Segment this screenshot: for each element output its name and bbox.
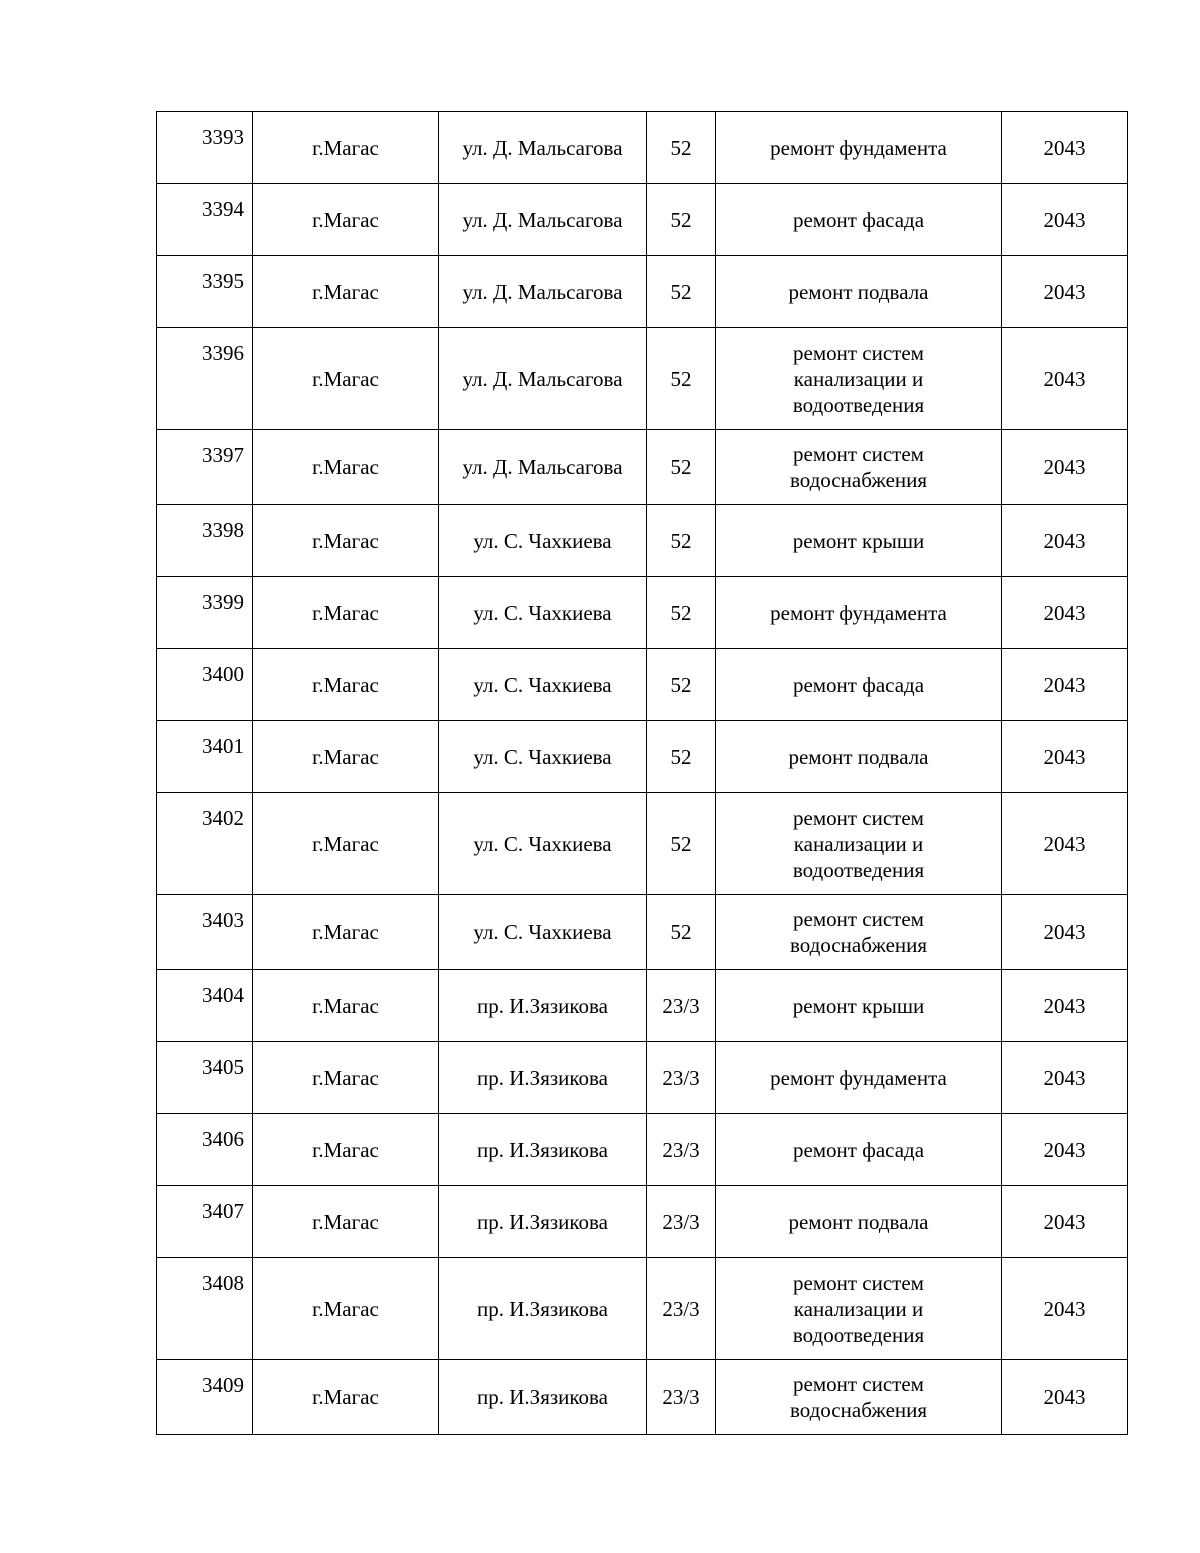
work-type-line: водоотведения xyxy=(792,857,925,882)
city-cell: г.Магас xyxy=(253,649,439,721)
house-number-cell: 52 xyxy=(647,430,716,505)
house-number-cell: 52 xyxy=(647,184,716,256)
work-type-cell xyxy=(716,328,1002,430)
house-number-cell: 52 xyxy=(647,505,716,577)
row-number-cell: 3400 xyxy=(157,649,253,721)
work-type-line: ремонт подвала xyxy=(788,279,929,304)
work-type-line: ремонт фундамента xyxy=(770,600,947,625)
work-type-line: ремонт фасада xyxy=(792,672,925,697)
table-row xyxy=(157,1186,1128,1258)
city-cell: г.Магас xyxy=(253,721,439,793)
work-type-line: канализации и xyxy=(793,831,924,856)
year-cell: 2043 xyxy=(1002,649,1128,721)
house-number-cell: 23/3 xyxy=(647,1186,716,1258)
table-row xyxy=(157,895,1128,970)
table-row xyxy=(157,649,1128,721)
row-number-cell: 3395 xyxy=(157,256,253,328)
street-cell: ул. С. Чахкиева xyxy=(439,505,647,577)
row-number-cell: 3398 xyxy=(157,505,253,577)
row-number-cell: 3399 xyxy=(157,577,253,649)
house-number-cell: 52 xyxy=(647,721,716,793)
city-cell: г.Магас xyxy=(253,577,439,649)
city-cell: г.Магас xyxy=(253,184,439,256)
work-type-line: ремонт подвала xyxy=(788,1209,929,1234)
year-cell: 2043 xyxy=(1002,328,1128,430)
table-row xyxy=(157,970,1128,1042)
city-cell: г.Магас xyxy=(253,1360,439,1435)
house-number-cell: 52 xyxy=(647,895,716,970)
work-type-line: водоотведения xyxy=(792,392,925,417)
work-type-cell xyxy=(716,970,1002,1042)
table-body xyxy=(157,112,1128,1435)
work-type-cell xyxy=(716,1042,1002,1114)
house-number-cell: 23/3 xyxy=(647,1114,716,1186)
city-cell: г.Магас xyxy=(253,505,439,577)
table-row xyxy=(157,793,1128,895)
work-type-line: ремонт подвала xyxy=(788,744,929,769)
work-type-line: ремонт фасада xyxy=(792,207,925,232)
table-row xyxy=(157,1258,1128,1360)
house-number-cell: 52 xyxy=(647,649,716,721)
table-row xyxy=(157,721,1128,793)
table-row xyxy=(157,505,1128,577)
table-row xyxy=(157,112,1128,184)
city-cell: г.Магас xyxy=(253,895,439,970)
row-number-cell: 3402 xyxy=(157,793,253,895)
row-number-cell: 3405 xyxy=(157,1042,253,1114)
table-row xyxy=(157,577,1128,649)
work-type-cell xyxy=(716,1186,1002,1258)
row-number-cell: 3406 xyxy=(157,1114,253,1186)
work-type-cell xyxy=(716,649,1002,721)
city-cell: г.Магас xyxy=(253,1042,439,1114)
row-number-cell: 3403 xyxy=(157,895,253,970)
row-number-cell: 3397 xyxy=(157,430,253,505)
house-number-cell: 52 xyxy=(647,577,716,649)
work-type-line: ремонт систем xyxy=(793,907,924,931)
work-type-line: ремонт фасада xyxy=(792,1137,925,1162)
street-cell: ул. Д. Мальсагова xyxy=(439,256,647,328)
work-type-line: канализации и xyxy=(793,366,924,391)
year-cell: 2043 xyxy=(1002,1186,1128,1258)
work-type-cell xyxy=(716,256,1002,328)
house-number-cell: 52 xyxy=(647,328,716,430)
table-row xyxy=(157,1360,1128,1435)
city-cell: г.Магас xyxy=(253,328,439,430)
table-row xyxy=(157,328,1128,430)
street-cell: пр. И.Зязикова xyxy=(439,1186,647,1258)
work-type-line: ремонт крыши xyxy=(792,528,925,553)
year-cell: 2043 xyxy=(1002,184,1128,256)
work-type-cell xyxy=(716,1258,1002,1360)
house-number-cell: 52 xyxy=(647,112,716,184)
city-cell: г.Магас xyxy=(253,970,439,1042)
table-row xyxy=(157,1114,1128,1186)
row-number-cell: 3404 xyxy=(157,970,253,1042)
work-type-line: ремонт фундамента xyxy=(770,135,947,160)
street-cell: ул. Д. Мальсагова xyxy=(439,184,647,256)
row-number-cell: 3408 xyxy=(157,1258,253,1360)
row-number-cell: 3393 xyxy=(157,112,253,184)
city-cell: г.Магас xyxy=(253,1114,439,1186)
year-cell: 2043 xyxy=(1002,256,1128,328)
row-number-cell: 3396 xyxy=(157,328,253,430)
work-type-cell xyxy=(716,793,1002,895)
work-type-cell xyxy=(716,895,1002,970)
work-type-cell xyxy=(716,1114,1002,1186)
house-number-cell: 23/3 xyxy=(647,1258,716,1360)
street-cell: ул. С. Чахкиева xyxy=(439,649,647,721)
street-cell: пр. И.Зязикова xyxy=(439,1360,647,1435)
work-type-line: ремонт систем xyxy=(793,1372,924,1396)
city-cell: г.Магас xyxy=(253,1186,439,1258)
year-cell: 2043 xyxy=(1002,793,1128,895)
street-cell: пр. И.Зязикова xyxy=(439,1042,647,1114)
repair-schedule-table xyxy=(156,111,1128,1435)
year-cell: 2043 xyxy=(1002,895,1128,970)
year-cell: 2043 xyxy=(1002,1042,1128,1114)
work-type-line: канализации и xyxy=(793,1296,924,1321)
work-type-line: водоснабжения xyxy=(789,468,928,492)
house-number-cell: 52 xyxy=(647,793,716,895)
city-cell: г.Магас xyxy=(253,430,439,505)
work-type-cell xyxy=(716,577,1002,649)
work-type-cell xyxy=(716,1360,1002,1435)
table-row xyxy=(157,1042,1128,1114)
work-type-line: ремонт систем xyxy=(793,340,924,365)
work-type-line: ремонт систем xyxy=(793,442,924,466)
house-number-cell: 52 xyxy=(647,256,716,328)
street-cell: ул. С. Чахкиева xyxy=(439,793,647,895)
row-number-cell: 3407 xyxy=(157,1186,253,1258)
year-cell: 2043 xyxy=(1002,970,1128,1042)
year-cell: 2043 xyxy=(1002,430,1128,505)
street-cell: ул. С. Чахкиева xyxy=(439,577,647,649)
row-number-cell: 3409 xyxy=(157,1360,253,1435)
table-row xyxy=(157,430,1128,505)
house-number-cell: 23/3 xyxy=(647,970,716,1042)
year-cell: 2043 xyxy=(1002,1360,1128,1435)
street-cell: пр. И.Зязикова xyxy=(439,1114,647,1186)
work-type-line: водоотведения xyxy=(792,1322,925,1347)
work-type-line: ремонт систем xyxy=(793,805,924,830)
city-cell: г.Магас xyxy=(253,793,439,895)
year-cell: 2043 xyxy=(1002,1114,1128,1186)
work-type-cell xyxy=(716,112,1002,184)
row-number-cell: 3401 xyxy=(157,721,253,793)
work-type-line: ремонт систем xyxy=(793,1270,924,1295)
street-cell: ул. Д. Мальсагова xyxy=(439,430,647,505)
work-type-cell xyxy=(716,505,1002,577)
street-cell: пр. И.Зязикова xyxy=(439,970,647,1042)
city-cell: г.Магас xyxy=(253,1258,439,1360)
work-type-line: ремонт фундамента xyxy=(770,1065,947,1090)
year-cell: 2043 xyxy=(1002,1258,1128,1360)
street-cell: ул. С. Чахкиева xyxy=(439,721,647,793)
year-cell: 2043 xyxy=(1002,112,1128,184)
year-cell: 2043 xyxy=(1002,721,1128,793)
work-type-cell xyxy=(716,430,1002,505)
work-type-cell xyxy=(716,184,1002,256)
house-number-cell: 23/3 xyxy=(647,1360,716,1435)
table-row xyxy=(157,184,1128,256)
street-cell: пр. И.Зязикова xyxy=(439,1258,647,1360)
table-row xyxy=(157,256,1128,328)
row-number-cell: 3394 xyxy=(157,184,253,256)
year-cell: 2043 xyxy=(1002,505,1128,577)
street-cell: ул. Д. Мальсагова xyxy=(439,112,647,184)
work-type-line: ремонт крыши xyxy=(792,993,925,1018)
city-cell: г.Магас xyxy=(253,112,439,184)
work-type-line: водоснабжения xyxy=(789,933,928,957)
street-cell: ул. С. Чахкиева xyxy=(439,895,647,970)
year-cell: 2043 xyxy=(1002,577,1128,649)
work-type-cell xyxy=(716,721,1002,793)
house-number-cell: 23/3 xyxy=(647,1042,716,1114)
work-type-line: водоснабжения xyxy=(789,1398,928,1422)
street-cell: ул. Д. Мальсагова xyxy=(439,328,647,430)
city-cell: г.Магас xyxy=(253,256,439,328)
